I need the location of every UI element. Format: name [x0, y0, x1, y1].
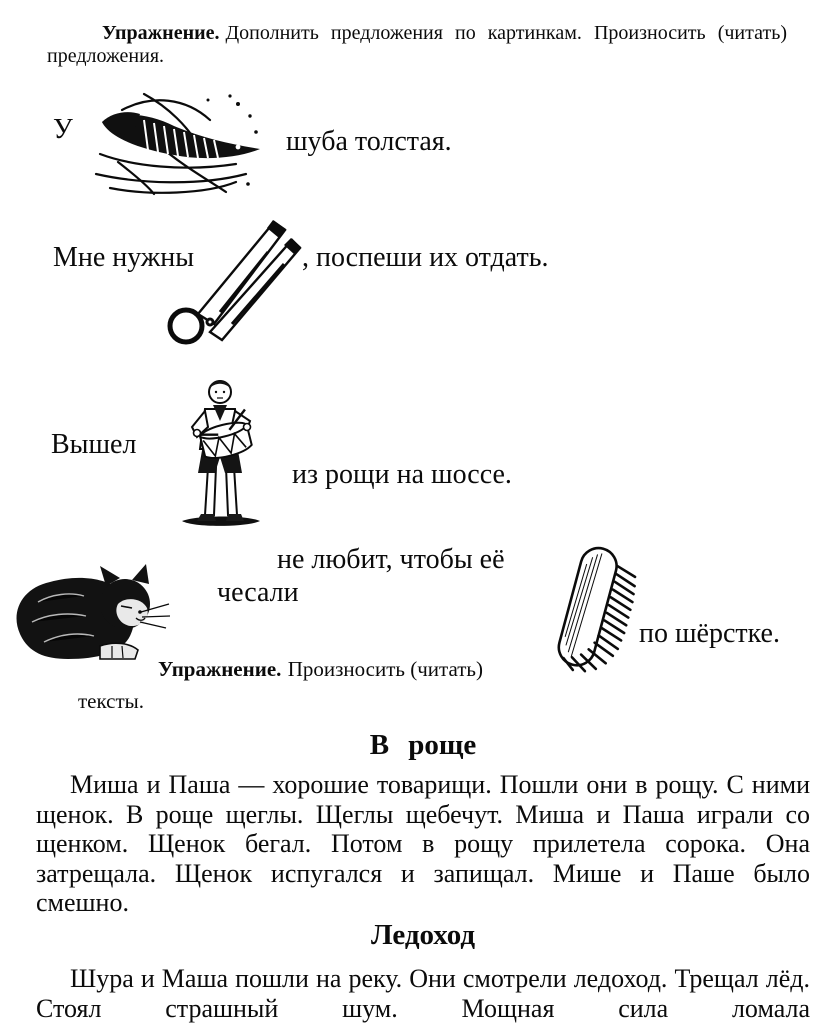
exercise-instruction-1 [47, 22, 787, 68]
sentence-drummer-prefix: Вышел [51, 429, 137, 460]
sentence-fish-suffix: шуба толстая. [286, 126, 452, 157]
exercise-text: Произносить (читать) [287, 657, 483, 681]
drummer-boy-illustration [168, 371, 272, 533]
sentence-fish-prefix: У [53, 114, 73, 145]
sentence-pincers-suffix: , поспеши их отдать. [302, 242, 549, 273]
story-body-ledohod: Шура и Маша пошли на реку. Они смотрели ледоход. Трещал лёд. Стоял страшный шум. Мощная сила ломала [36, 964, 810, 1023]
sentence-drummer-suffix: из рощи на шоссе. [292, 459, 512, 490]
sentence-cat-line1: не любит, чтобы её [277, 544, 505, 575]
pike-fish-illustration [88, 88, 266, 200]
story-body-v-roshche: Миша и Паша — хорошие товарищи. Пошли они в рощу. С ними щенок. В роще щеглы. Щеглы щебечут. Миша и Паша играли со щенком. Щенок бегал. Потом в рощу прилетела сорока. Она затрещала. Щенок испугался и запищал. Мише и Паше было смешно. [36, 770, 810, 917]
sentence-cat-line2: чесали [217, 577, 299, 608]
exercise-instruction-2 [158, 657, 483, 681]
exercise-label: Упражнение. [102, 22, 220, 44]
exercise-text: Дополнить предложения по картинкам. Произносить (читать) предложения. [47, 22, 787, 67]
exercise-label: Упражнение. [158, 657, 282, 681]
story-title-v-roshche: В роще [369, 729, 477, 761]
pincers-illustration [160, 212, 302, 350]
exercise-text-continued: тексты. [78, 689, 145, 713]
story-title-ledohod: Ледоход [370, 919, 476, 951]
sentence-pincers-prefix: Мне нужны [53, 242, 195, 273]
cat-illustration [8, 562, 170, 662]
clothes-brush-illustration [549, 545, 651, 677]
sentence-cat-suffix: по шёрстке. [639, 618, 780, 649]
